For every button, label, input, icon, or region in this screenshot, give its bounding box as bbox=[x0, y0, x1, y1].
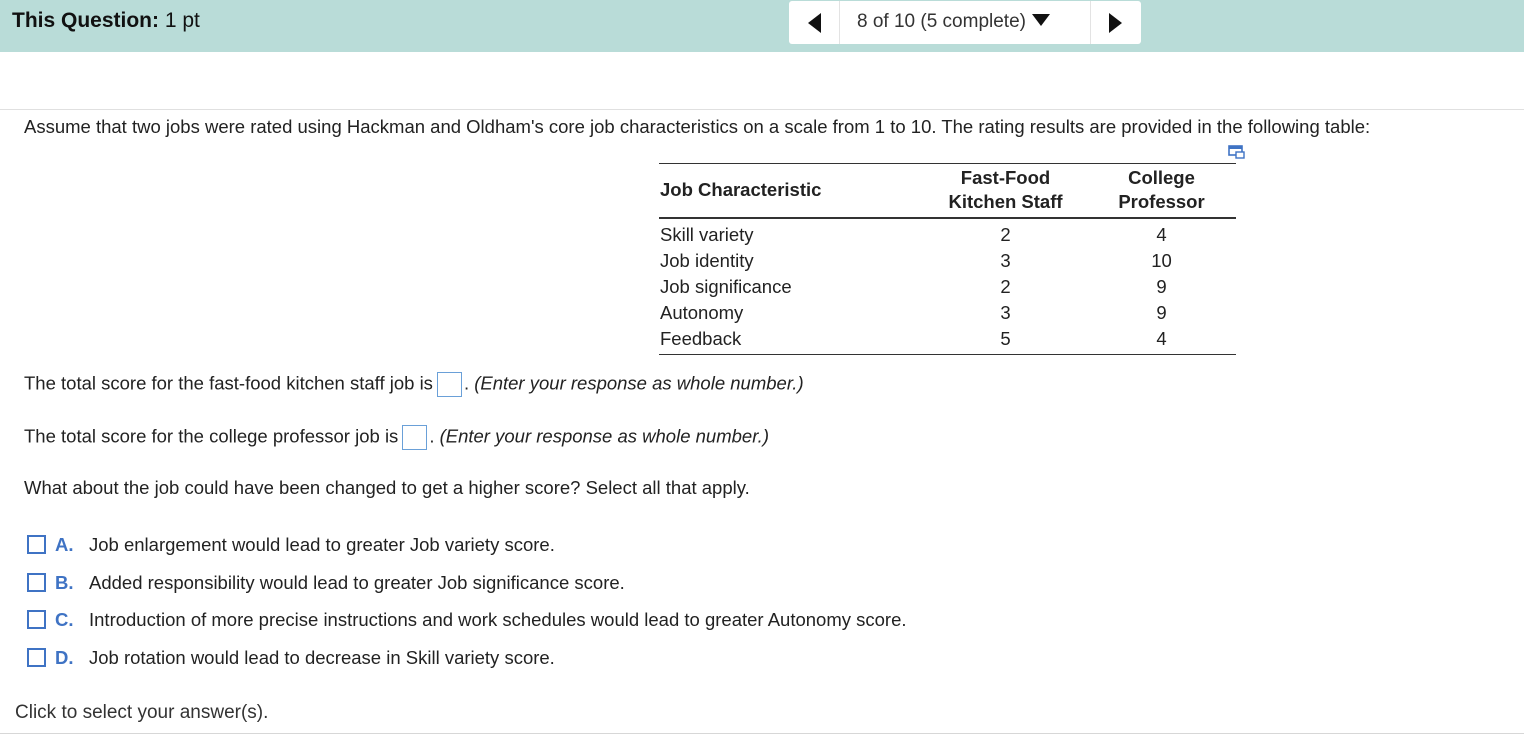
header-fast-food-line2: Kitchen Staff bbox=[948, 191, 1063, 212]
answer-instruction: Click to select your answer(s). bbox=[15, 702, 269, 723]
cell-fast-food-score: 3 bbox=[1000, 250, 1011, 271]
previous-question-icon[interactable] bbox=[808, 13, 821, 33]
professor-total-input[interactable] bbox=[402, 425, 427, 450]
choice-d-text: Job rotation would lead to decrease in Skill variety score. bbox=[89, 647, 555, 668]
choice-a[interactable] bbox=[27, 534, 555, 556]
header-fast-food-line1: Fast-Food bbox=[960, 167, 1051, 188]
cell-characteristic: Job identity bbox=[660, 250, 754, 271]
cell-professor-score: 9 bbox=[1156, 302, 1167, 323]
choice-c-text: Introduction of more precise instructions and work schedules would lead to greater Autonomy score. bbox=[89, 609, 907, 630]
fast-food-total-input[interactable] bbox=[437, 372, 462, 397]
question-progress-dropdown[interactable] bbox=[857, 11, 1050, 33]
professor-total-label: The total score for the college professor job is bbox=[24, 425, 399, 447]
header-professor-line1: College bbox=[1128, 167, 1195, 188]
question-header-bar bbox=[0, 0, 1524, 52]
sentence-period: . bbox=[429, 425, 435, 447]
cell-professor-score: 10 bbox=[1151, 250, 1172, 271]
choice-c[interactable] bbox=[27, 609, 907, 631]
choice-b-letter: B. bbox=[55, 572, 74, 593]
dropdown-caret-icon bbox=[1032, 14, 1050, 26]
choice-c-letter: C. bbox=[55, 609, 74, 630]
table-header-row bbox=[659, 164, 1236, 219]
content-divider bbox=[0, 109, 1524, 110]
table-row bbox=[659, 248, 1236, 274]
choice-a-checkbox[interactable] bbox=[27, 535, 46, 554]
nav-divider bbox=[839, 1, 840, 44]
question-progress-text: 8 of 10 (5 complete) bbox=[857, 11, 1026, 32]
choice-d[interactable] bbox=[27, 647, 555, 669]
cell-characteristic: Feedback bbox=[659, 326, 924, 355]
question-navigator bbox=[789, 1, 1141, 44]
cell-fast-food-score: 5 bbox=[924, 326, 1087, 355]
table-row bbox=[659, 218, 1236, 248]
cell-professor-score: 4 bbox=[1156, 224, 1167, 245]
professor-total-question bbox=[24, 425, 769, 450]
header-job-characteristic: Job Characteristic bbox=[659, 164, 924, 219]
choice-c-checkbox[interactable] bbox=[27, 610, 46, 629]
points-value: 1 pt bbox=[164, 9, 200, 32]
cell-characteristic: Skill variety bbox=[660, 224, 754, 245]
header-fast-food-kitchen-staff bbox=[924, 164, 1087, 219]
question-prompt: Assume that two jobs were rated using Hackman and Oldham's core job characteristics on a scale from 1 to 10. The rating results are provided in the following table: bbox=[24, 116, 1371, 137]
fast-food-total-hint: (Enter your response as whole number.) bbox=[474, 372, 804, 394]
cell-professor-score: 9 bbox=[1156, 276, 1167, 297]
question-points-label bbox=[12, 9, 200, 33]
cell-characteristic: Job significance bbox=[660, 276, 792, 297]
select-all-prompt: What about the job could have been changed to get a higher score? Select all that apply. bbox=[24, 477, 750, 498]
cell-fast-food-score: 2 bbox=[1000, 224, 1011, 245]
next-question-icon[interactable] bbox=[1109, 13, 1122, 33]
header-college-professor bbox=[1087, 164, 1236, 219]
table-row bbox=[659, 274, 1236, 300]
choice-d-checkbox[interactable] bbox=[27, 648, 46, 667]
nav-divider bbox=[1090, 1, 1091, 44]
fast-food-total-question bbox=[24, 372, 804, 397]
table-row bbox=[659, 300, 1236, 326]
choice-b[interactable] bbox=[27, 572, 625, 594]
choice-b-text: Added responsibility would lead to greater Job significance score. bbox=[89, 572, 625, 593]
cell-fast-food-score: 3 bbox=[1000, 302, 1011, 323]
footer-divider bbox=[0, 733, 1524, 734]
cell-professor-score: 4 bbox=[1087, 326, 1236, 355]
job-ratings-table bbox=[659, 163, 1236, 355]
choice-d-letter: D. bbox=[55, 647, 74, 668]
cell-characteristic: Autonomy bbox=[660, 302, 744, 323]
professor-total-hint: (Enter your response as whole number.) bbox=[439, 425, 769, 447]
choice-b-checkbox[interactable] bbox=[27, 573, 46, 592]
choice-a-letter: A. bbox=[55, 534, 74, 555]
table-row bbox=[659, 326, 1236, 355]
fast-food-total-label: The total score for the fast-food kitchen staff job is bbox=[24, 372, 433, 394]
open-table-window-icon[interactable] bbox=[1228, 144, 1246, 160]
cell-fast-food-score: 2 bbox=[1000, 276, 1011, 297]
sentence-period: . bbox=[463, 372, 470, 394]
choice-a-text: Job enlargement would lead to greater Job variety score. bbox=[89, 534, 555, 555]
header-professor-line2: Professor bbox=[1118, 191, 1205, 212]
question-label: This Question: bbox=[12, 9, 159, 32]
